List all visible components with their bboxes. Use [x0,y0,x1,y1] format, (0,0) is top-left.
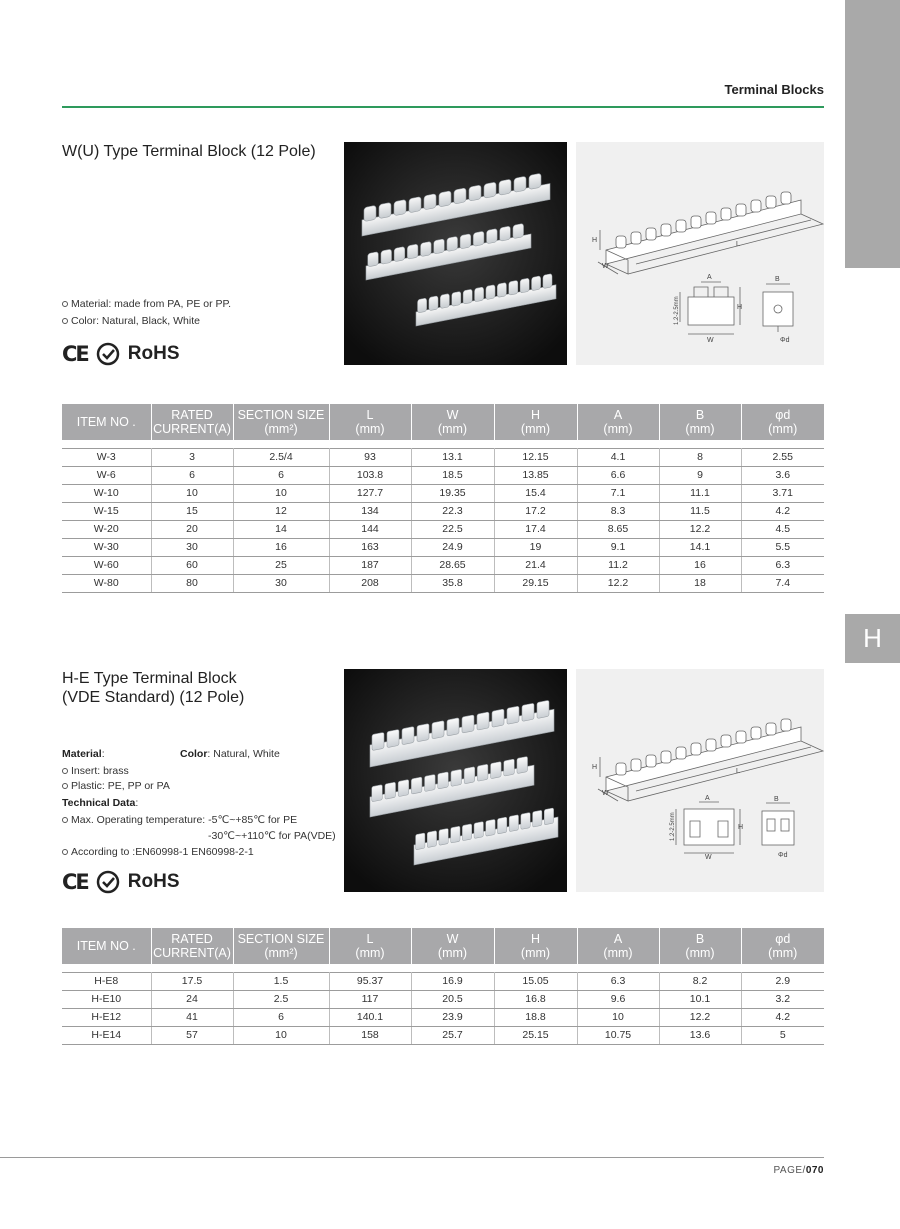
dimension-drawing-image [576,142,824,365]
table-cell: 1.5 [233,972,329,990]
table-cell: 12.15 [494,448,577,466]
bullet-icon [62,783,68,789]
svg-text:A: A [707,274,712,281]
svg-text:H: H [592,764,598,771]
bullet-icon [62,817,68,823]
table-cell: 5.5 [741,538,824,556]
svg-text:1.2-2.5mm: 1.2-2.5mm [670,812,676,841]
section1-bullet-material: Material: made from PA, PE or PP. [62,298,231,310]
svg-text:L: L [736,241,740,248]
table-cell: 9 [659,466,741,484]
table-cell: 140.1 [329,1008,411,1026]
table-cell: 16 [659,556,741,574]
table-row [62,502,824,520]
table-cell: 7.4 [741,574,824,592]
column-header-l: L (mm) [329,928,411,964]
column-header-phi-d: φd (mm) [741,404,824,440]
table-cell: 4.5 [741,520,824,538]
table-cell: 187 [329,556,411,574]
table-cell: 21.4 [494,556,577,574]
terminal-block-photo-image [344,669,567,892]
table-cell: 28.65 [411,556,494,574]
svg-text:L: L [736,768,740,775]
section2-spec-table [62,928,824,1045]
table-cell: 15.05 [494,972,577,990]
table-cell: 24 [151,990,233,1008]
svg-text:A: A [705,795,710,802]
column-header-a: A (mm) [577,928,659,964]
table-cell: 144 [329,520,411,538]
column-header-w: W (mm) [411,404,494,440]
table-cell: 16 [233,538,329,556]
section1-technical-drawing [576,142,824,365]
table-cell: 8.3 [577,502,659,520]
table-cell: 10 [233,1026,329,1044]
table-cell: 16.8 [494,990,577,1008]
table-cell: 14 [233,520,329,538]
table-cell: 20 [151,520,233,538]
table-cell: 19 [494,538,577,556]
section2-product-photo [344,669,567,892]
table-cell: 2.55 [741,448,824,466]
section1-title: W(U) Type Terminal Block (12 Pole) [62,143,316,160]
item-no-cell: W-80 [62,574,151,592]
table-cell: 17.5 [151,972,233,990]
item-no-cell: W-3 [62,448,151,466]
quality-seal-icon [96,342,120,366]
table-cell: 2.5 [233,990,329,1008]
section2-title-line1: H-E Type Terminal Block [62,670,237,687]
footer-divider [0,1157,824,1158]
svg-text:1.2-2.5mm: 1.2-2.5mm [674,296,680,325]
terminal-block-photo-image [344,142,567,365]
table-cell: 10.75 [577,1026,659,1044]
column-header-l: L (mm) [329,404,411,440]
table-cell: 4.1 [577,448,659,466]
table-cell: 17.2 [494,502,577,520]
table-cell: 3.6 [741,466,824,484]
header-divider [62,106,824,108]
section1-certifications [62,342,180,366]
standards-line: According to :EN60998-1 EN60998-2-1 [62,846,254,858]
table-cell: 12.2 [659,520,741,538]
table-row [62,1026,824,1044]
quality-seal-icon [96,870,120,894]
table-cell: 11.1 [659,484,741,502]
table-cell: 3.71 [741,484,824,502]
table-cell: 11.2 [577,556,659,574]
column-header-h: H (mm) [494,928,577,964]
column-header-rated-current: RATED CURRENT(A) [151,404,233,440]
table-cell: 9.6 [577,990,659,1008]
table-row [62,574,824,592]
table-cell: 134 [329,502,411,520]
section1-bullet-color: Color: Natural, Black, White [62,315,200,327]
table-cell: 35.8 [411,574,494,592]
table-cell: 18 [659,574,741,592]
column-header-rated-current: RATED CURRENT(A) [151,928,233,964]
bullet-icon [62,849,68,855]
table-cell: 10 [233,484,329,502]
table-cell: 8 [659,448,741,466]
table-cell: 103.8 [329,466,411,484]
table-cell: 6 [233,466,329,484]
material-heading: Material: [62,748,105,760]
table-cell: 25 [233,556,329,574]
column-header-item-no: ITEM NO . [62,404,151,440]
table-cell: 10 [577,1008,659,1026]
item-no-cell: W-15 [62,502,151,520]
item-no-cell: W-20 [62,520,151,538]
table-cell: 6.3 [577,972,659,990]
table-cell: 25.7 [411,1026,494,1044]
table-cell: 11.5 [659,502,741,520]
table-header-row [62,928,824,964]
table-header-row [62,404,824,440]
table-row [62,520,824,538]
table-cell: 8.2 [659,972,741,990]
table-cell: 57 [151,1026,233,1044]
table-cell: 13.1 [411,448,494,466]
table-row [62,556,824,574]
table-cell: 6 [233,1008,329,1026]
table-cell: 95.37 [329,972,411,990]
svg-text:B: B [775,276,780,283]
material-item-insert: Insert: brass [62,765,129,777]
item-no-cell: H-E14 [62,1026,151,1044]
svg-text:W: W [707,337,714,344]
svg-text:Φd: Φd [780,337,790,344]
section1-product-photo [344,142,567,365]
section2-title-line2: (VDE Standard) (12 Pole) [62,689,245,706]
table-row [62,1008,824,1026]
item-no-cell: W-10 [62,484,151,502]
table-cell: 8.65 [577,520,659,538]
table-cell: 158 [329,1026,411,1044]
column-header-w: W (mm) [411,928,494,964]
section1-table-body [62,440,824,592]
table-row [62,538,824,556]
side-tab-bar [845,0,900,268]
rohs-logo: RoHS [127,871,180,892]
svg-text:H: H [738,824,744,831]
material-item-plastic: Plastic: PE, PP or PA [62,780,170,792]
svg-text:Φd: Φd [778,852,788,859]
column-header-phi-d: φd (mm) [741,928,824,964]
table-cell: 23.9 [411,1008,494,1026]
bullet-icon [62,318,68,324]
table-row [62,448,824,466]
table-cell: 41 [151,1008,233,1026]
table-cell: 20.5 [411,990,494,1008]
table-row [62,484,824,502]
table-cell: 6.6 [577,466,659,484]
table-cell: 25.15 [494,1026,577,1044]
table-cell: 3.2 [741,990,824,1008]
item-no-cell: W-6 [62,466,151,484]
table-cell: 4.2 [741,502,824,520]
table-cell: 6.3 [741,556,824,574]
svg-text:H: H [592,237,598,244]
temperature-line: Max. Operating temperature: -5℃~+85℃ for PE [62,814,297,826]
rohs-logo: RoHS [127,343,180,364]
svg-text:W: W [705,854,712,861]
table-cell: 12.2 [659,1008,741,1026]
item-no-cell: H-E12 [62,1008,151,1026]
technical-data-heading: Technical Data: [62,797,139,809]
svg-text:W: W [602,263,609,270]
table-cell: 60 [151,556,233,574]
table-cell: 127.7 [329,484,411,502]
table-cell: 18.5 [411,466,494,484]
item-no-cell: W-60 [62,556,151,574]
table-cell: 3 [151,448,233,466]
table-cell: 14.1 [659,538,741,556]
item-no-cell: H-E8 [62,972,151,990]
table-cell: 29.15 [494,574,577,592]
table-cell: 6 [151,466,233,484]
item-no-cell: W-30 [62,538,151,556]
table-cell: 13.6 [659,1026,741,1044]
section-tab-h: H [845,614,900,663]
table-cell: 16.9 [411,972,494,990]
column-header-b: B (mm) [659,928,741,964]
bullet-icon [62,768,68,774]
color-line: Color: Natural, White [180,748,280,760]
table-cell: 13.85 [494,466,577,484]
table-cell: 15 [151,502,233,520]
table-cell: 117 [329,990,411,1008]
table-cell: 17.4 [494,520,577,538]
table-cell: 5 [741,1026,824,1044]
table-cell: 18.8 [494,1008,577,1026]
ce-mark-logo: CE [62,342,88,366]
table-row [62,972,824,990]
table-cell: 12.2 [577,574,659,592]
dimension-drawing-image [576,669,824,892]
column-header-h: H (mm) [494,404,577,440]
page-number: PAGE/070 [773,1165,824,1176]
section1-spec-table [62,404,824,593]
table-cell: 80 [151,574,233,592]
table-cell: 19.35 [411,484,494,502]
table-cell: 2.9 [741,972,824,990]
section2-certifications [62,870,180,894]
table-row [62,990,824,1008]
table-cell: 163 [329,538,411,556]
table-row [62,466,824,484]
table-cell: 22.3 [411,502,494,520]
table-cell: 9.1 [577,538,659,556]
section2-technical-drawing [576,669,824,892]
svg-text:B: B [774,796,779,803]
column-header-section-size: SECTION SIZE (mm²) [233,404,329,440]
column-header-a: A (mm) [577,404,659,440]
svg-text:H: H [737,304,743,311]
table-cell: 12 [233,502,329,520]
table-cell: 30 [233,574,329,592]
item-no-cell: H-E10 [62,990,151,1008]
column-header-item-no: ITEM NO . [62,928,151,964]
table-cell: 10.1 [659,990,741,1008]
svg-text:W: W [602,790,609,797]
table-cell: 15.4 [494,484,577,502]
table-cell: 22.5 [411,520,494,538]
header-title: Terminal Blocks [724,82,824,97]
table-cell: 93 [329,448,411,466]
temperature-line-2: -30℃~+110℃ for PA(VDE) [208,830,336,842]
section2-table-body [62,964,824,1044]
table-cell: 10 [151,484,233,502]
column-header-section-size: SECTION SIZE (mm²) [233,928,329,964]
table-cell: 208 [329,574,411,592]
table-cell: 24.9 [411,538,494,556]
table-cell: 4.2 [741,1008,824,1026]
ce-mark-logo: CE [62,870,88,894]
column-header-b: B (mm) [659,404,741,440]
table-cell: 7.1 [577,484,659,502]
bullet-icon [62,301,68,307]
table-cell: 30 [151,538,233,556]
table-cell: 2.5/4 [233,448,329,466]
